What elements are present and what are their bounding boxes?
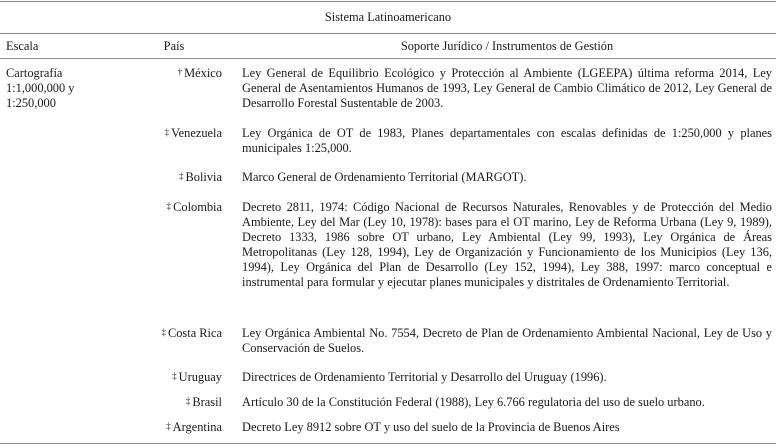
country-label: México bbox=[184, 66, 222, 80]
country-label: Bolivia bbox=[185, 170, 222, 184]
country-label: Costa Rica bbox=[167, 326, 222, 340]
footnote-mark: ‡ bbox=[164, 127, 170, 137]
legal-text-colombia: Decreto 2811, 1974: Código Nacional de Recursos Naturales, Renovables y de Protección del Medio Ambiente, Ley del Mar (Ley 10, 1978): bases para el OT marino, Ley de Reforma Urbana (Ley 9, 1989), Decreto 1333, 1986 sobre OT urbano, Ley Ambiental (Ley 99, 1993), Ley Orgánica de Áreas Metropolitanas (Ley 128, 1994), Ley de Organización y Funcionamiento de los Municipios (Ley 136, 1994), Ley Orgánica del Plan de Desarrollo (Ley 152, 1994), Ley 388, 1997: marco conceptual e instrumental para formular y ejecutar planes municipales y distritales de Ordenamiento Territorial. bbox=[242, 200, 772, 289]
footnote-mark: ‡ bbox=[166, 421, 171, 431]
legal-text-bolivia: Marco General de Ordenamiento Territorial (MARGOT). bbox=[242, 170, 527, 184]
table-caption: Sistema Latinoamericano bbox=[324, 10, 452, 24]
header-soporte: Soporte Jurídico / Instrumentos de Gestión bbox=[400, 39, 614, 53]
legal-text-costa-rica: Ley Orgánica Ambiental No. 7554, Decreto de Plan de Ordenamiento Ambiental Nacional, Ley de Uso y Conservación de Suelos. bbox=[242, 326, 772, 355]
country-venezuela bbox=[120, 126, 222, 142]
country-bolivia bbox=[120, 170, 222, 186]
footnote-mark: ‡ bbox=[161, 327, 166, 337]
top-rule bbox=[0, 1, 776, 2]
header-escala: Escala bbox=[6, 39, 39, 53]
bottom-rule bbox=[0, 443, 776, 444]
legal-text-uruguay: Directrices de Ordenamiento Territorial y Desarrollo del Uruguay (1996). bbox=[242, 370, 607, 384]
country-label: Uruguay bbox=[178, 370, 222, 384]
legal-text-mexico: Ley General de Equilibrio Ecológico y Protección al Ambiente (LGEEPA) última reforma 2014, Ley General de Asentamientos Humanos de 1993, Ley General de Cambio Climático de 2012, Ley General de Desarrollo Forestal Sustentable de 2003. bbox=[242, 66, 772, 110]
legal-text-argentina: Decreto Ley 8912 sobre OT y uso del suelo de la Provincia de Buenos Aires bbox=[242, 420, 620, 434]
country-uruguay bbox=[120, 370, 222, 386]
header-bottom-rule bbox=[0, 58, 776, 59]
footnote-mark: ‡ bbox=[172, 371, 177, 381]
footnote-mark: ‡ bbox=[166, 201, 172, 211]
country-argentina bbox=[120, 420, 222, 436]
country-brasil bbox=[120, 395, 222, 411]
legal-text-brasil: Artículo 30 de la Constitución Federal (1988), Ley 6.766 regulatoria del uso de suelo urbano. bbox=[242, 395, 705, 409]
scale-line: Cartografía bbox=[6, 66, 63, 80]
footnote-mark: ‡ bbox=[185, 396, 191, 406]
scale-line: 1:1,000,000 y bbox=[6, 81, 75, 95]
legal-text-venezuela: Ley Orgánica de OT de 1983, Planes departamentales con escalas definidas de 1:250,000 y planes municipales 1:25,000. bbox=[242, 126, 772, 155]
country-label: Colombia bbox=[173, 200, 222, 214]
country-mexico bbox=[120, 66, 222, 82]
scale-line: 1:250,000 bbox=[6, 96, 56, 110]
scale-cell bbox=[6, 66, 118, 111]
header-pais: País bbox=[163, 39, 185, 53]
header-top-rule bbox=[0, 33, 776, 34]
country-label: Argentina bbox=[172, 420, 222, 434]
country-label: Venezuela bbox=[171, 126, 222, 140]
country-label: Brasil bbox=[192, 395, 222, 409]
country-costa-rica bbox=[120, 326, 222, 342]
country-colombia bbox=[120, 200, 222, 216]
footnote-mark: ‡ bbox=[179, 171, 184, 181]
footnote-mark: † bbox=[177, 67, 183, 77]
